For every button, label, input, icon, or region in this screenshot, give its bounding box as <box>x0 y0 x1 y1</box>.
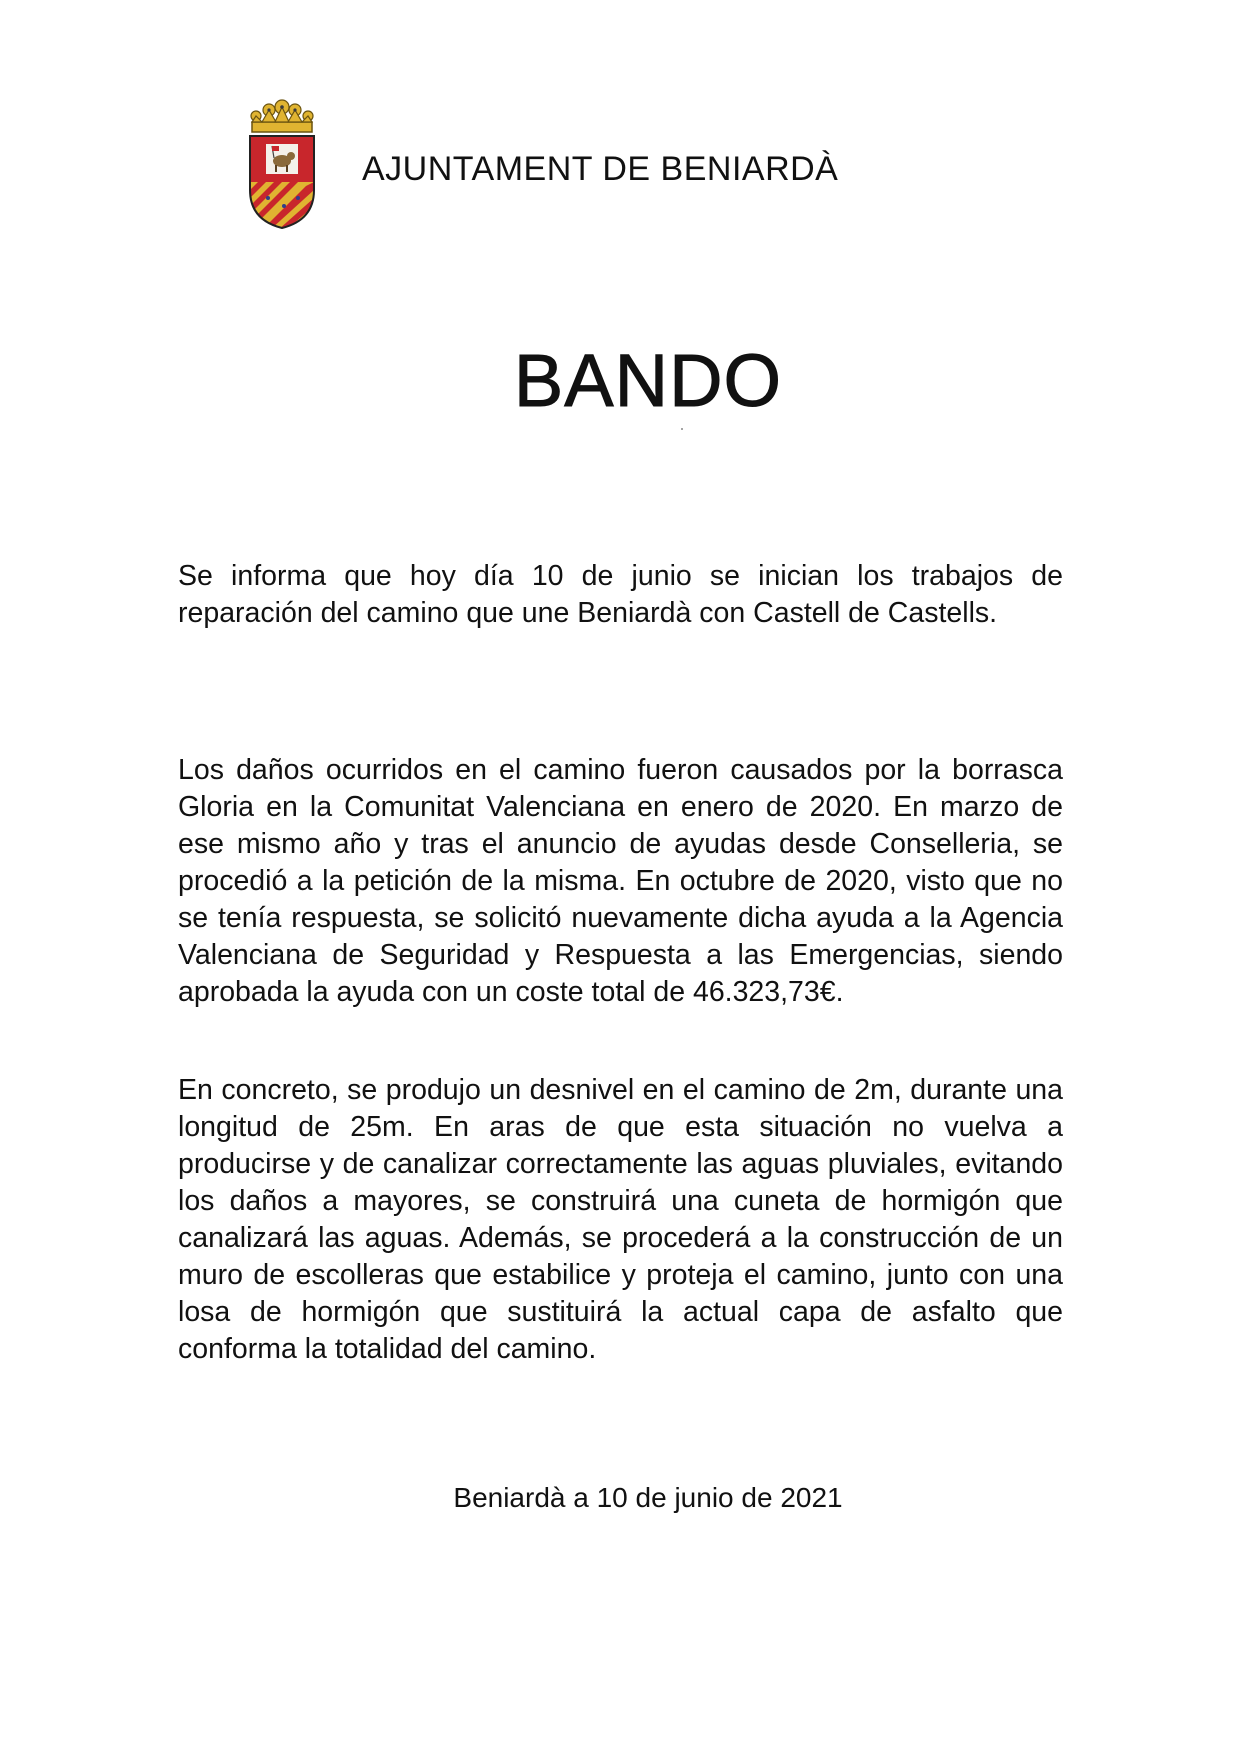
paragraph-works-detail: En concreto, se produjo un desnivel en el camino de 2m, durante una longitud de 25m. En aras de que esta situación no vuelva a producirse y de canalizar correctamente las aguas pluviales, evitando los daños a mayores, se construirá una cuneta de hormigón que canalizará las aguas. Además, se procederá a la construcción de un muro de escolleras que estabilice y proteja el camino, junto con una losa de hormigón que sustituirá la actual capa de asfalto que conforma la totalidad del camino. <box>178 1074 1063 1365</box>
paragraph-announcement: Se informa que hoy día 10 de junio se inician los trabajos de reparación del camino que une Beniardà con Castell de Castells. <box>178 560 1063 629</box>
document-title: BANDO <box>513 339 783 422</box>
place-date: Beniardà a 10 de junio de 2021 <box>453 1482 843 1513</box>
coat-of-arms-icon <box>242 98 322 230</box>
municipality-name: AJUNTAMENT DE BENIARDÀ <box>362 150 839 188</box>
paragraph-background: Los daños ocurridos en el camino fueron causados por la borrasca Gloria en la Comunitat Valenciana en enero de 2020. En marzo de ese mismo año y tras el anuncio de ayudas desde Conselleria, se procedió a la petición de la misma. En octubre de 2020, visto que no se tenía respuesta, se solicitó nuevamente dicha ayuda a la Agencia Valenciana de Seguridad y Respuesta a las Emergencias, siendo aprobada la ayuda con un coste total de 46.323,73€. <box>178 754 1063 1008</box>
scan-speck <box>681 428 683 430</box>
